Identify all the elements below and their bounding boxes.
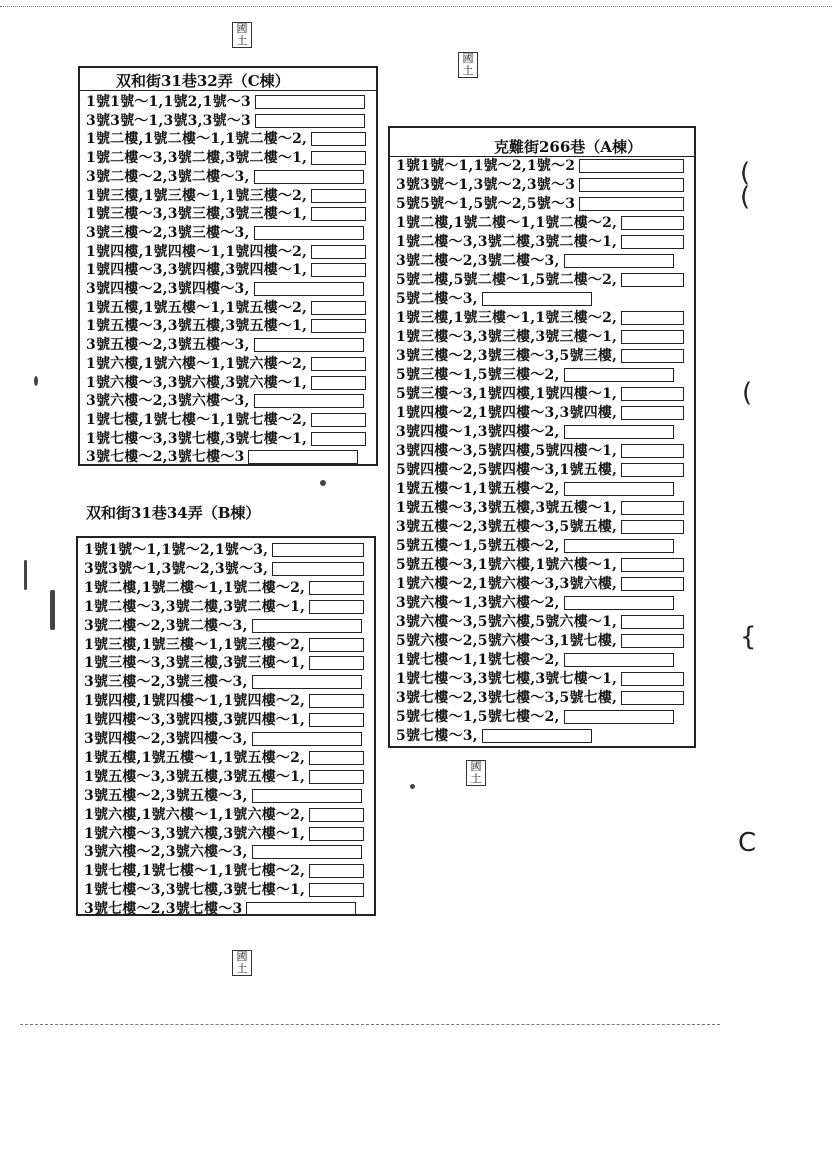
blank-field — [621, 273, 684, 287]
address-row — [86, 316, 366, 336]
address-text: 3號五樓～2,3號五樓～3, — [84, 787, 248, 804]
address-row — [396, 194, 684, 214]
address-text: 5號三樓～1,5號三樓～2, — [396, 367, 560, 383]
address-row — [84, 597, 364, 617]
blank-field — [621, 501, 684, 515]
address-text: 5號五樓～1,5號五樓～2, — [396, 538, 560, 554]
blank-field — [564, 539, 674, 553]
blank-field — [621, 406, 684, 420]
address-text: 5號四樓～2,5號四樓～3,1號五樓, — [396, 462, 618, 478]
address-row — [86, 354, 366, 374]
address-text: 1號七樓～3,3號七樓,3號七樓～1, — [86, 430, 308, 447]
address-row — [86, 298, 366, 318]
address-row — [396, 441, 684, 461]
blank-field — [564, 653, 674, 667]
address-row — [396, 612, 684, 632]
address-text: 3號四樓～3,5號四樓,5號四樓～1, — [396, 443, 618, 459]
address-text: 1號四樓～3,3號四樓,3號四樓～1, — [84, 712, 306, 729]
address-text: 1號三樓,1號三樓～1,1號三樓～2, — [396, 310, 618, 326]
blank-field — [254, 282, 364, 296]
blank-field — [252, 675, 362, 689]
blank-field — [621, 463, 684, 477]
blank-field — [309, 713, 364, 727]
binder-hole-mark: ( — [740, 158, 751, 188]
address-text: 1號七樓,1號七樓～1,1號七樓～2, — [86, 411, 308, 428]
blank-field — [621, 615, 684, 629]
sheet-c-title: 双和街31巷32弄（C棟） — [116, 72, 290, 90]
address-text: 1號五樓,1號五樓～1,1號五樓～2, — [84, 749, 306, 766]
address-text: 1號二樓,1號二樓～1,1號二樓～2, — [84, 579, 306, 596]
address-text: 1號二樓,1號二樓～1,1號二樓～2, — [86, 131, 308, 148]
seal-stamp: 國土 — [232, 22, 252, 48]
blank-field — [309, 694, 364, 708]
address-text: 1號五樓～1,1號五樓～2, — [396, 481, 560, 497]
address-row — [396, 479, 674, 499]
address-text: 3號六樓～2,3號六樓～3, — [86, 393, 250, 410]
address-text: 1號二樓,1號二樓～1,1號二樓～2, — [396, 215, 618, 231]
blank-field — [309, 751, 364, 765]
address-row — [84, 767, 364, 787]
blank-field — [621, 330, 684, 344]
address-text: 3號二樓～2,3號二樓～3, — [86, 168, 250, 185]
address-row — [84, 861, 364, 881]
address-text: 3號六樓～1,3號六樓～2, — [396, 595, 560, 611]
address-row — [86, 148, 366, 168]
address-row — [86, 92, 365, 112]
blank-field — [564, 254, 674, 268]
blank-field — [309, 827, 364, 841]
address-row — [396, 213, 684, 233]
address-text: 1號六樓,1號六樓～1,1號六樓～2, — [84, 806, 306, 823]
address-row — [396, 346, 684, 366]
blank-field — [311, 189, 366, 203]
address-text: 1號五樓,1號五樓～1,1號五樓～2, — [86, 299, 308, 316]
address-text: 1號七樓～1,1號七樓～2, — [396, 652, 560, 668]
address-text: 1號二樓～3,3號二樓,3號二樓～1, — [86, 150, 308, 167]
address-row — [84, 578, 364, 598]
address-row — [396, 270, 684, 290]
address-row — [86, 373, 366, 393]
scan-speck — [410, 784, 415, 789]
address-text: 1號五樓～3,3號五樓,3號五樓～1, — [84, 768, 306, 785]
address-text: 5號五樓～3,1號六樓,1號六樓～1, — [396, 557, 618, 573]
address-row — [396, 232, 684, 252]
address-text: 3號七樓～2,3號七樓～3 — [86, 449, 245, 466]
address-text: 3號七樓～2,3號七樓～3,5號七樓, — [396, 690, 618, 706]
address-text: 3號五樓～2,3號五樓～3, — [86, 337, 250, 354]
address-text: 3號六樓～2,3號六樓～3, — [84, 844, 248, 861]
address-row — [86, 204, 366, 224]
blank-field — [311, 301, 366, 315]
blank-field — [621, 672, 684, 686]
sheet-b-title: 双和街31巷34弄（B棟） — [86, 504, 261, 522]
address-row — [84, 899, 356, 919]
blank-field — [621, 444, 684, 458]
blank-field — [482, 292, 592, 306]
address-text: 3號七樓～2,3號七樓～3 — [84, 901, 243, 918]
address-row — [86, 391, 364, 411]
address-text: 1號五樓～3,3號五樓,3號五樓～1, — [86, 318, 308, 335]
address-text: 1號六樓～3,3號六樓,3號六樓～1, — [86, 374, 308, 391]
blank-field — [311, 207, 366, 221]
address-text: 3號三樓～2,3號三樓～3, — [86, 224, 250, 241]
address-text: 1號三樓～3,3號三樓,3號三樓～1, — [86, 206, 308, 223]
address-text: 1號四樓,1號四樓～1,1號四樓～2, — [84, 693, 306, 710]
blank-field — [564, 596, 674, 610]
blank-field — [309, 883, 364, 897]
blank-field — [309, 638, 364, 652]
blank-field — [564, 425, 674, 439]
address-text: 1號1號～1,1號～2,1號～2 — [396, 158, 576, 174]
blank-field — [621, 558, 684, 572]
scan-line — [20, 1024, 720, 1025]
address-row — [396, 308, 684, 328]
address-text: 3號三樓～2,3號三樓～3, — [84, 674, 248, 691]
blank-field — [311, 319, 366, 333]
address-row — [86, 260, 366, 280]
address-row — [396, 365, 674, 385]
address-row — [396, 726, 592, 746]
address-text: 3號五樓～2,3號五樓～3,5號五樓, — [396, 519, 618, 535]
blank-field — [621, 634, 684, 648]
address-text: 1號四樓～2,1號四樓～3,3號四樓, — [396, 405, 618, 421]
blank-field — [254, 170, 364, 184]
address-row — [86, 186, 366, 206]
address-row — [86, 167, 364, 187]
blank-field — [255, 95, 365, 109]
blank-field — [621, 216, 684, 230]
address-text: 5號六樓～2,5號六樓～3,1號七樓, — [396, 633, 618, 649]
blank-field — [621, 235, 684, 249]
address-text: 5號5號～1,5號～2,5號～3 — [396, 196, 576, 212]
address-row — [84, 653, 364, 673]
address-text: 3號3號～1,3號～2,3號～3 — [396, 177, 576, 193]
blank-field — [579, 197, 684, 211]
address-row — [84, 540, 364, 560]
scan-line — [0, 6, 832, 7]
address-text: 1號五樓～3,3號五樓,3號五樓～1, — [396, 500, 618, 516]
seal-stamp: 國土 — [466, 760, 486, 786]
address-row — [396, 251, 674, 271]
address-row — [396, 593, 674, 613]
address-row — [86, 410, 366, 430]
blank-field — [248, 450, 358, 464]
address-row — [396, 460, 684, 480]
address-row — [84, 616, 362, 636]
blank-field — [579, 178, 684, 192]
seal-stamp: 國土 — [232, 950, 252, 976]
blank-field — [621, 577, 684, 591]
address-row — [396, 175, 684, 195]
binder-hole-mark: ( — [742, 378, 753, 408]
blank-field — [311, 413, 366, 427]
blank-field — [311, 376, 366, 390]
blank-field — [246, 902, 356, 916]
address-text: 5號二樓～3, — [396, 291, 478, 307]
blank-field — [311, 132, 366, 146]
address-text: 1號六樓～3,3號六樓,3號六樓～1, — [84, 825, 306, 842]
address-row — [396, 156, 684, 176]
address-row — [396, 498, 684, 518]
blank-field — [482, 729, 592, 743]
address-row — [396, 327, 684, 347]
blank-field — [309, 808, 364, 822]
blank-field — [579, 159, 684, 173]
blank-field — [621, 520, 684, 534]
address-row — [396, 289, 592, 309]
blank-field — [309, 656, 364, 670]
address-row — [396, 650, 674, 670]
address-row — [396, 688, 684, 708]
blank-field — [309, 581, 364, 595]
scan-speck — [24, 560, 27, 590]
address-row — [396, 384, 684, 404]
address-row — [86, 335, 364, 355]
seal-stamp: 國土 — [458, 52, 478, 78]
blank-field — [252, 789, 362, 803]
binder-hole-mark: C — [738, 828, 757, 858]
address-text: 1號三樓～3,3號三樓,3號三樓～1, — [396, 329, 618, 345]
blank-field — [311, 245, 366, 259]
scan-speck — [320, 480, 326, 486]
blank-field — [621, 691, 684, 705]
address-text: 3號六樓～3,5號六樓,5號六樓～1, — [396, 614, 618, 630]
address-text: 1號三樓,1號三樓～1,1號三樓～2, — [84, 636, 306, 653]
address-row — [396, 574, 684, 594]
blank-field — [564, 482, 674, 496]
address-row — [84, 824, 364, 844]
address-row — [84, 748, 364, 768]
blank-field — [254, 338, 364, 352]
blank-field — [309, 864, 364, 878]
address-row — [86, 429, 366, 449]
blank-field — [254, 226, 364, 240]
address-row — [84, 729, 362, 749]
address-row — [86, 242, 366, 262]
address-text: 5號七樓～3, — [396, 728, 478, 744]
sheet-a-list — [388, 126, 696, 748]
blank-field — [311, 432, 366, 446]
address-text: 3號四樓～2,3號四樓～3, — [84, 731, 248, 747]
address-row — [396, 555, 684, 575]
address-row — [84, 880, 364, 900]
blank-field — [272, 543, 364, 557]
address-text: 1號三樓～3,3號三樓,3號三樓～1, — [84, 655, 306, 672]
blank-field — [252, 619, 362, 633]
address-text: 1號七樓,1號七樓～1,1號七樓～2, — [84, 863, 306, 880]
blank-field — [621, 387, 684, 401]
sheet-a-title: 克難街266巷（A棟） — [494, 138, 642, 156]
address-row — [396, 422, 674, 442]
address-text: 1號三樓,1號三樓～1,1號三樓～2, — [86, 187, 308, 204]
address-text: 3號二樓～2,3號二樓～3, — [84, 617, 248, 634]
address-text: 5號三樓～3,1號四樓,1號四樓～1, — [396, 386, 618, 402]
address-row — [86, 279, 364, 299]
address-row — [84, 672, 362, 692]
address-text: 3號四樓～2,3號四樓～3, — [86, 281, 250, 297]
address-row — [84, 691, 364, 711]
sheet-c-list — [78, 66, 378, 466]
address-text: 3號3號～1,3號～2,3號～3, — [84, 560, 269, 577]
scan-speck — [50, 590, 55, 630]
address-text: 1號七樓～3,3號七樓,3號七樓～1, — [84, 882, 306, 899]
address-text: 1號四樓～3,3號四樓,3號四樓～1, — [86, 262, 308, 279]
address-text: 3號三樓～2,3號三樓～3,5號三樓, — [396, 348, 618, 364]
address-row — [396, 669, 684, 689]
blank-field — [311, 263, 366, 277]
blank-field — [621, 311, 684, 325]
address-text: 1號1號～1,1號～2,1號～3, — [84, 542, 269, 558]
address-row — [84, 805, 364, 825]
binder-hole-mark: ( — [740, 182, 751, 212]
binder-hole-mark: { — [740, 622, 757, 652]
address-text: 1號六樓,1號六樓～1,1號六樓～2, — [86, 355, 308, 372]
blank-field — [255, 114, 365, 128]
address-row — [84, 786, 362, 806]
scan-speck — [34, 376, 38, 386]
address-text: 5號七樓～1,5號七樓～2, — [396, 709, 560, 725]
blank-field — [252, 845, 362, 859]
address-text: 1號七樓～3,3號七樓,3號七樓～1, — [396, 671, 618, 687]
blank-field — [311, 357, 366, 371]
blank-field — [564, 368, 674, 382]
address-text: 1號二樓～3,3號二樓,3號二樓～1, — [396, 234, 618, 250]
address-row — [84, 635, 364, 655]
address-text: 1號1號～1,1號2,1號～3 — [86, 94, 251, 110]
blank-field — [272, 562, 364, 576]
blank-field — [309, 600, 364, 614]
address-row — [86, 447, 358, 467]
sheet-b-list — [76, 536, 376, 916]
address-text: 3號四樓～1,3號四樓～2, — [396, 424, 560, 440]
blank-field — [311, 151, 366, 165]
address-text: 1號四樓,1號四樓～1,1號四樓～2, — [86, 243, 308, 260]
address-text: 3號3號～1,3號3,3號～3 — [86, 112, 251, 129]
address-row — [396, 707, 674, 727]
blank-field — [621, 349, 684, 363]
blank-field — [252, 732, 362, 746]
address-row — [84, 710, 364, 730]
address-row — [86, 111, 365, 131]
address-row — [396, 536, 674, 556]
address-row — [396, 631, 684, 651]
address-text: 1號二樓～3,3號二樓,3號二樓～1, — [84, 598, 306, 615]
blank-field — [564, 710, 674, 724]
address-text: 5號二樓,5號二樓～1,5號二樓～2, — [396, 272, 618, 288]
address-text: 3號二樓～2,3號二樓～3, — [396, 253, 560, 269]
blank-field — [309, 770, 364, 784]
address-row — [86, 129, 366, 149]
address-row — [84, 842, 362, 862]
address-text: 1號六樓～2,1號六樓～3,3號六樓, — [396, 576, 618, 592]
address-row — [84, 559, 364, 579]
address-row — [86, 223, 364, 243]
sheet-c-title-rule — [80, 90, 376, 91]
blank-field — [254, 394, 364, 408]
address-row — [396, 403, 684, 423]
address-row — [396, 517, 684, 537]
